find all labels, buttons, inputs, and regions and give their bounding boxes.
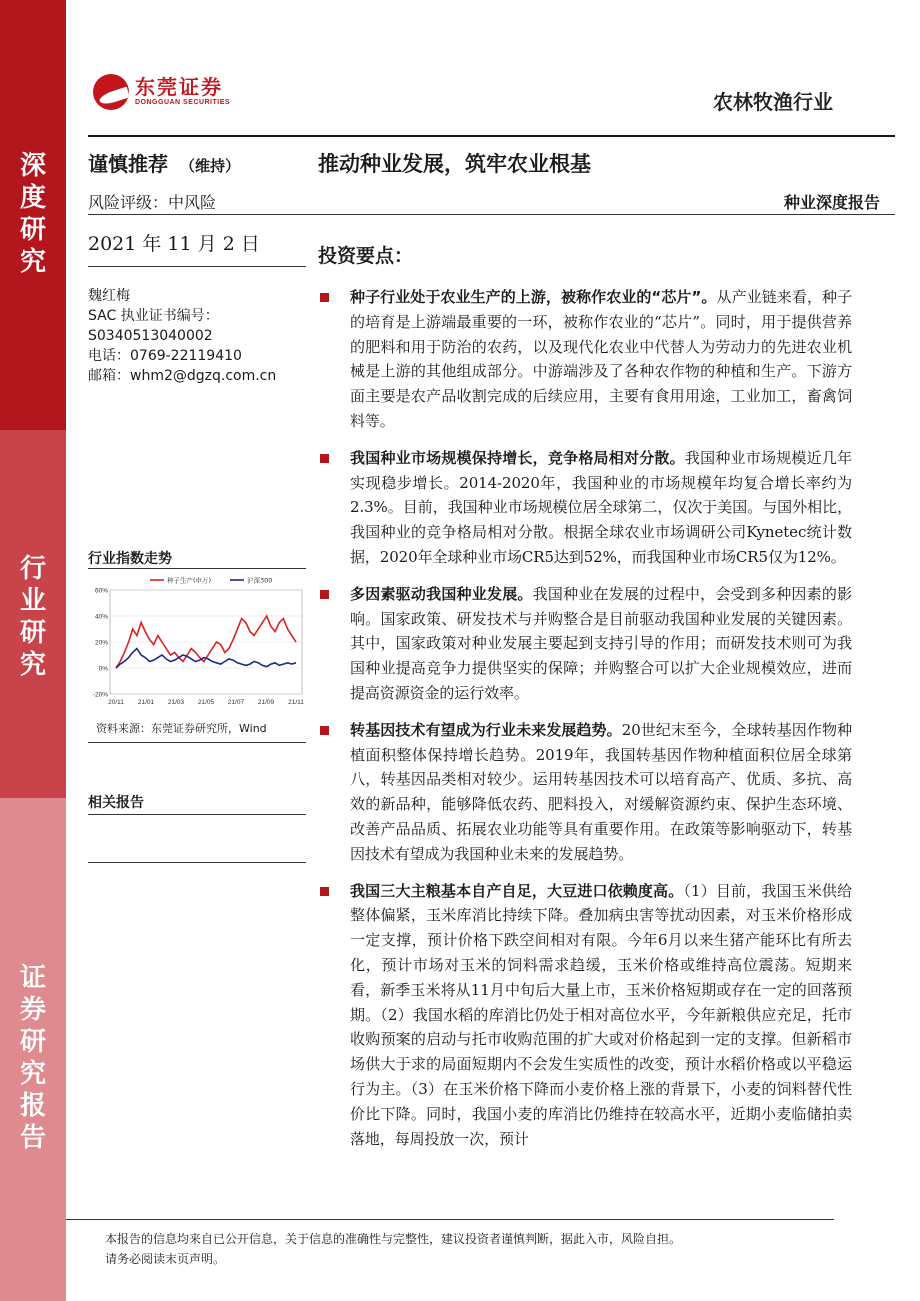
side-label-securities [0,962,66,1154]
x-tick-label: 21/09 [257,699,275,706]
rating-note: （维持） [180,157,241,175]
report-headline: 推动种业发展，筑牢农业根基 [318,152,591,176]
y-tick-label: 40% [94,613,108,621]
side-char: 研 [19,215,46,245]
point-paragraph [320,582,852,706]
disclaimer-note: 请务必阅读末页声明。 [105,1252,226,1266]
x-tick-label: 21/01 [137,699,155,706]
side-char: 深 [19,151,46,181]
side-label-industry [0,553,66,681]
side-char: 究 [19,247,46,277]
x-tick-label: 21/11 [288,699,304,706]
point-paragraph [320,879,852,1152]
side-char: 究 [19,650,46,680]
x-tick-label: 21/03 [167,699,185,706]
legend-label: 种子生产(申万) [167,576,212,585]
square-bullet-icon [320,590,329,599]
divider [88,742,306,743]
point-body: 从产业链来看，种子的培育是上游端最重要的一环，被称作农业的“芯片”。同时，用于提供营养的肥料和用于防治的农药，以及现代化农业中代替人为劳动力的先进农业机械是上游的其他组成部分。中游端涉及了各种农作物的种植和生产。下游方面主要是农产品收割完成的后续应用，主要有食用用途，工业加工，畜禽饲料等。 [350,288,852,430]
point-body: 20世纪末至今，全球转基因作物种植面积整体保持增长趋势。2019年，我国转基因作物种植面积位居全球第八，转基因品类相对较少。运用转基因技术可以培育高产、优质、多抗、高效的新品种，能够降低农药、肥料投入，对缓解资源约束、保护生态环境、改善产品品质、拓展农业功能等具有重要作用。在政策等影响驱动下，转基因技术有望成为我国种业未来的发展趋势。 [350,720,852,863]
y-tick-label: 60% [94,587,108,595]
point-lead: 种子行业处于农业生产的上游，被称作农业的“芯片”。 [350,288,717,306]
report-type: 种业深度报告 [783,193,880,212]
side-char: 度 [19,183,46,213]
footer-disclaimer [105,1229,681,1269]
point-paragraph [320,446,852,570]
index-chart [88,570,306,710]
related-reports-title: 相关报告 [88,795,144,811]
analyst-info [88,286,276,386]
point-lead: 多因素驱动我国种业发展。 [350,584,533,603]
divider [88,862,306,863]
point-paragraph [320,718,852,867]
point-body: （1）目前，我国玉米供给整体偏紧，玉米库消比持续下降。叠加病虫害等扰动因素，对玉米价格形成一定支撑，预计价格下跌空间相对有限。今年6月以来生猪产能环比有所去化，预计市场对玉米的饲料需求趋缓，玉米价格或维持高位震荡。短期来看，新季玉米将从11月中旬后大量上市，玉米价格短期或存在一定的回落预期。（2）我国水稻的库消比仍处于相对高位水平，今年新粮供应充足，托市收购预案的启动与托市收购范围的扩大或对价格起到一定的支撑。但新稻市场供大于求的局面短期内不会发生实质性的改变，预计水稻价格或以平稳运行为主。（3）在玉米价格下降而小麦价格上涨的背景下，小麦的饲料替代性价比下降。同时，我国小麦的库消比仍维持在较高水平，近期小麦临储拍卖落地，每周投放一次，预计 [350,881,852,1148]
side-char: 业 [19,586,46,616]
chart-source: 资料来源：东莞证券研究所，Wind [96,722,267,735]
index-chart-svg [88,570,306,710]
side-band [0,0,66,1301]
side-char: 研 [19,1027,46,1057]
point-lead: 我国三大主粮基本自产自足，大豆进口依赖度高。 [350,881,684,900]
footer-divider [66,1219,834,1220]
analyst-cert-label: SAC 执业证书编号： [88,308,219,324]
section-title: 投资要点： [318,245,414,267]
divider [88,568,306,569]
point-paragraph [320,285,852,434]
point-body: 我国种业在发展的过程中，会受到多种因素的影响。国家政策、研发技术与并购整合是目前驱动我国种业发展的关键因素。其中，国家政策对种业发展主要起到支持引导的作用；而研发技术则可为我国种业提高竞争力提供坚实的保障；并购整合可以扩大企业规模效应，进而提高资源资金的运行效率。 [350,584,853,702]
logo-name-cn: 东莞证券 [135,75,223,99]
divider [88,214,895,215]
side-char: 券 [19,995,46,1025]
report-date: 2021 年 11 月 2 日 [88,233,260,255]
x-tick-label: 21/07 [227,699,245,706]
divider [88,814,306,815]
chart-title: 行业指数走势 [88,551,172,567]
risk-rating: 风险评级：中风险 [88,193,217,212]
divider [88,266,306,267]
side-char: 研 [19,618,46,648]
disclaimer-text: 本报告的信息均来自已公开信息，关于信息的准确性与完整性，建议投资者谨慎判断，据此入市，风险自担。 [105,1232,682,1246]
side-char: 报 [19,1091,46,1121]
y-tick-label: 0% [98,665,108,673]
divider [88,135,895,137]
analyst-email[interactable]: 邮箱：whm2@dgzq.com.cn [88,368,277,384]
point-body: 我国种业市场规模近几年实现稳步增长。2014-2020年，我国种业的市场规模年均复合增长率约为2.3%。目前，我国种业市场规模位居全球第二，仅次于美国。与国外相比，我国种业的竞争格局相对分散。根据全球农业市场调研公司Kynetec统计数据，2020年全球种业市场CR5达到52%，而我国种业市场CR5仅为12%。 [350,448,852,566]
square-bullet-icon [320,726,329,735]
y-tick-label: 20% [94,639,108,647]
side-char: 告 [19,1123,46,1153]
analyst-name: 魏红梅 [88,288,130,304]
analyst-cert-number: S0340513040002 [88,328,213,344]
company-logo [93,72,230,112]
analyst-phone: 电话：0769-22119410 [88,348,242,364]
square-bullet-icon [320,293,329,302]
side-char: 证 [19,963,46,993]
series-line [116,649,296,669]
point-lead: 我国种业市场规模保持增长，竞争格局相对分散。 [350,448,685,467]
investment-points [320,285,852,1151]
point-lead: 转基因技术有望成为行业未来发展趋势。 [350,720,622,739]
square-bullet-icon [320,887,329,896]
logo-icon [93,74,129,110]
side-char: 行 [19,554,46,584]
rating-label: 谨慎推荐 [88,152,168,176]
industry-label: 农林牧渔行业 [713,90,833,114]
side-label-depth [0,150,66,278]
square-bullet-icon [320,454,329,463]
x-tick-label: 20/11 [108,699,124,706]
logo-name-en: DONGGUAN SECURITIES [135,99,231,106]
legend-label: 沪深300 [247,576,273,585]
x-tick-label: 21/05 [197,699,215,706]
y-tick-label: -20% [92,691,108,699]
rating [88,148,240,177]
side-char: 究 [19,1059,46,1089]
